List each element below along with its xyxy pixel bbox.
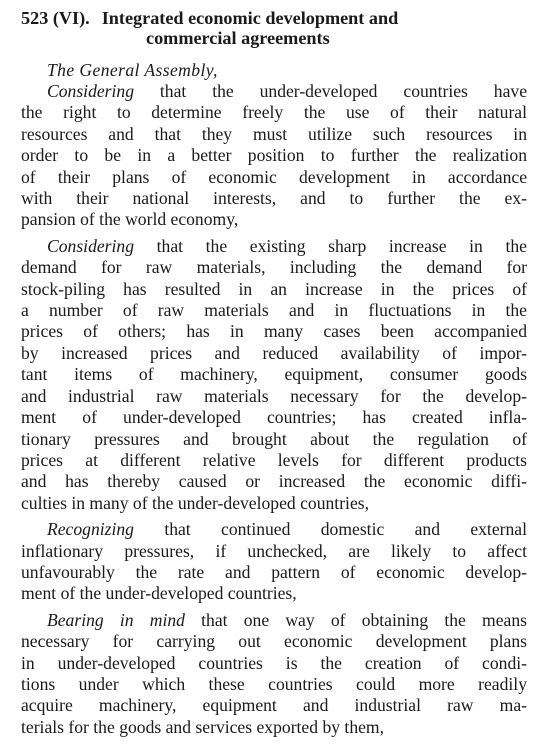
- paragraph-line-text: and has thereby caused or increased the economic diffi-: [21, 471, 527, 492]
- paragraph-line: [21, 209, 527, 230]
- paragraph-line: [21, 364, 527, 385]
- resolution-number: 523 (VI).: [21, 8, 90, 28]
- paragraph-line-text: acquire machinery, equipment and industrial raw ma-: [21, 695, 527, 716]
- paragraph-line-text: by increased prices and reduced availability of impor-: [21, 342, 527, 363]
- resolution-heading: [21, 8, 527, 48]
- paragraph-line-text: tant items of machinery, equipment, consumer goods: [21, 364, 527, 385]
- paragraph-line: [21, 674, 527, 695]
- paragraph-line-text: that the existing sharp increase in the: [134, 235, 527, 256]
- paragraph-line: [21, 124, 527, 145]
- document-page: [21, 8, 527, 738]
- paragraph-line: [21, 610, 527, 631]
- paragraph-line: [21, 343, 527, 364]
- paragraph-line-text: prices at different relative levels for different products: [21, 449, 527, 470]
- paragraph-line-text: culties in many of the under-developed countries,: [21, 492, 369, 513]
- paragraph: [21, 519, 527, 605]
- paragraph-line: [21, 450, 527, 471]
- paragraph-line-text: unfavourably the rate and pattern of economic develop-: [21, 561, 527, 582]
- paragraph-line-text: stock-piling has resulted in an increase in the prices of: [21, 278, 527, 299]
- resolution-title-line1: Integrated economic development and: [101, 8, 399, 28]
- paragraph-lead: Recognizing: [47, 519, 134, 540]
- paragraph-lead: Considering: [47, 81, 134, 101]
- paragraph-line: [21, 407, 527, 428]
- resolution-body: [21, 81, 527, 738]
- resolution-title-line2: commercial agreements: [146, 28, 330, 48]
- paragraph-line: [21, 653, 527, 674]
- paragraph-line-text: the right to determine freely the use of their natural: [21, 102, 527, 123]
- paragraph: [21, 81, 527, 231]
- paragraph-line: [21, 167, 527, 188]
- paragraph-line: [21, 541, 527, 562]
- paragraph-line: [21, 429, 527, 450]
- paragraph-line: [21, 145, 527, 166]
- paragraph-line: [21, 279, 527, 300]
- paragraph-line-text: inflationary pressures, if unchecked, are likely to affect: [21, 540, 527, 561]
- paragraph-line: [21, 493, 527, 514]
- paragraph-line: [21, 519, 527, 540]
- paragraph-line-text: pansion of the world economy,: [21, 209, 239, 230]
- paragraph: [21, 236, 527, 514]
- paragraph-line-text: tions under which these countries could more readily: [21, 673, 527, 694]
- paragraph-line-text: order to be in a better position to further the realization: [21, 145, 527, 166]
- paragraph-line-text: tionary pressures and brought about the regulation of: [21, 428, 527, 449]
- paragraph-line: [21, 257, 527, 278]
- paragraph-line-text: that the under-developed countries have: [134, 81, 527, 101]
- paragraph-line-text: and industrial raw materials necessary for the develop-: [21, 385, 527, 406]
- paragraph: [21, 610, 527, 738]
- paragraph-lead: Bearing in mind: [47, 609, 185, 630]
- paragraph-line: [21, 583, 527, 604]
- paragraph-line-text: in under-developed countries is the creation of condi-: [21, 652, 527, 673]
- paragraph-line-text: ment of the under-developed countries,: [21, 583, 297, 604]
- paragraph-line: [21, 717, 527, 738]
- paragraph-line: [21, 631, 527, 652]
- paragraph-line: [21, 300, 527, 321]
- paragraph-line-text: ment of under-developed countries; has created infla-: [21, 407, 527, 428]
- paragraph-line: [21, 188, 527, 209]
- paragraph-line-text: prices of others; has in many cases been accompanied: [21, 321, 527, 342]
- paragraph-line-text: that one way of obtaining the means: [184, 609, 527, 630]
- paragraph-line-text: of their plans of economic development in accordance: [21, 166, 527, 187]
- preamble: The General Assembly,: [47, 60, 218, 80]
- paragraph-line-text: necessary for carrying out economic development plans: [21, 631, 527, 652]
- paragraph-line: [21, 81, 527, 102]
- paragraph-line-text: demand for raw materials, including the demand for: [21, 257, 527, 278]
- paragraph-line: [21, 236, 527, 257]
- paragraph-line-text: that continued domestic and external: [133, 519, 527, 540]
- paragraph-line-text: resources and that they must utilize such resources in: [21, 123, 527, 144]
- paragraph-line-text: a number of raw materials and in fluctuations in the: [21, 300, 527, 321]
- paragraph-line: [21, 562, 527, 583]
- paragraph-line: [21, 471, 527, 492]
- paragraph-line: [21, 102, 527, 123]
- paragraph-line-text: with their national interests, and to further the ex-: [21, 188, 527, 209]
- paragraph-line: [21, 695, 527, 716]
- paragraph-line: [21, 321, 527, 342]
- paragraph-line: [21, 386, 527, 407]
- paragraph-line-text: terials for the goods and services exported by them,: [21, 716, 385, 737]
- paragraph-lead: Considering: [47, 235, 134, 256]
